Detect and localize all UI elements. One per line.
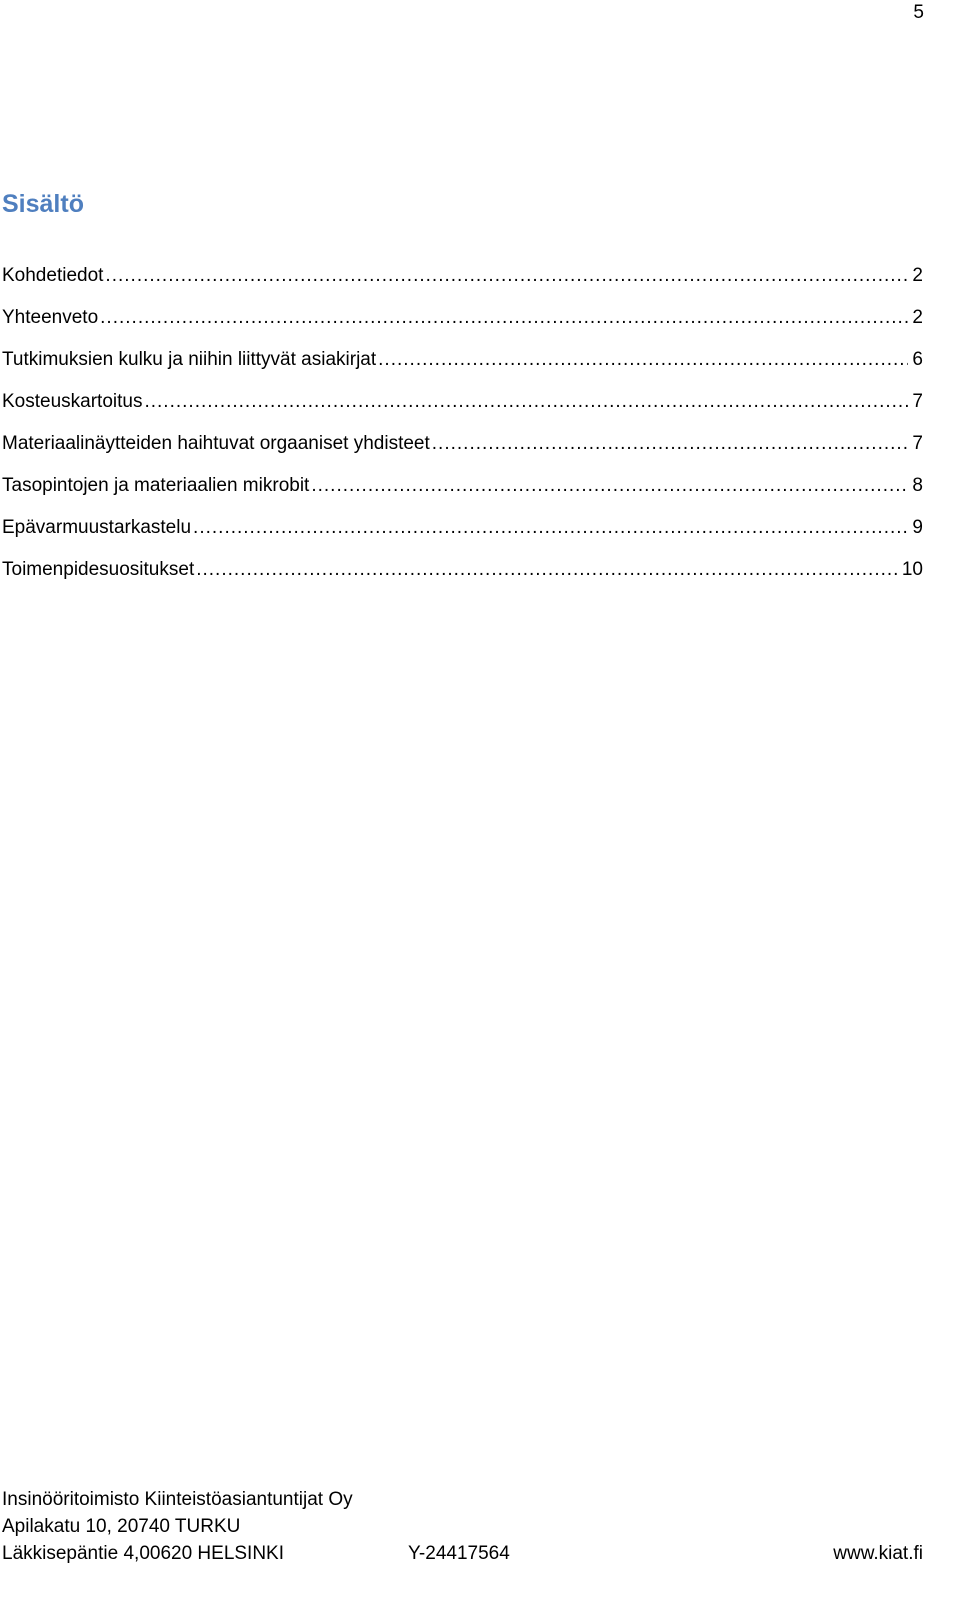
toc-entry-kohdetiedot[interactable]	[2, 263, 923, 305]
toc-entry-page: 10	[901, 559, 923, 580]
toc-entry-page: 6	[912, 349, 923, 370]
footer-company-name: Insinööritoimisto Kiinteistöasiantuntijat Oy	[2, 1489, 353, 1510]
toc-dot-leader	[196, 557, 898, 583]
toc-entry-page: 8	[912, 475, 923, 496]
toc-entry-title: Kohdetiedot	[2, 265, 104, 286]
toc-dot-leader	[100, 305, 908, 331]
toc-entry-title: Materiaalinäytteiden haihtuvat orgaaniset yhdisteet	[2, 433, 430, 454]
footer-address-helsinki: Läkkisepäntie 4,00620 HELSINKI	[2, 1543, 285, 1564]
toc-entry-yhteenveto[interactable]	[2, 305, 923, 347]
toc-entry-tutkimuksien-kulku[interactable]	[2, 347, 923, 389]
toc-entry-title: Tasopintojen ja materiaalien mikrobit	[2, 475, 310, 496]
toc-entry-title: Kosteuskartoitus	[2, 391, 143, 412]
toc-entry-page: 2	[912, 265, 923, 286]
toc-entry-title: Epävarmuustarkastelu	[2, 517, 192, 538]
footer-business-id: Y-24417564	[408, 1543, 510, 1564]
toc-entry-page: 7	[912, 433, 923, 454]
toc-entry-title: Toimenpidesuositukset	[2, 559, 195, 580]
toc-dot-leader	[144, 389, 908, 415]
toc-heading: Sisältö	[2, 190, 84, 218]
toc-entry-page: 9	[912, 517, 923, 538]
toc-entry-mikrobit[interactable]	[2, 473, 923, 515]
footer-address-turku: Apilakatu 10, 20740 TURKU	[2, 1516, 241, 1537]
toc-dot-leader	[432, 431, 909, 457]
page-number: 5	[913, 2, 924, 23]
toc-entry-kosteuskartoitus[interactable]	[2, 389, 923, 431]
toc-entry-title: Yhteenveto	[2, 307, 99, 328]
toc-entry-epavarmuustarkastelu[interactable]	[2, 515, 923, 557]
toc-entry-page: 7	[912, 391, 923, 412]
table-of-contents	[2, 263, 923, 599]
toc-dot-leader	[193, 515, 908, 541]
toc-dot-leader	[378, 347, 908, 373]
page-footer	[2, 1486, 923, 1567]
toc-entry-title: Tutkimuksien kulku ja niihin liittyvät asiakirjat	[2, 349, 377, 370]
toc-entry-materiaalinaytteet[interactable]	[2, 431, 923, 473]
toc-entry-page: 2	[912, 307, 923, 328]
toc-dot-leader	[105, 263, 908, 289]
toc-dot-leader	[311, 473, 908, 499]
footer-contact-row	[2, 1540, 923, 1567]
toc-entry-toimenpidesuositukset[interactable]	[2, 557, 923, 599]
footer-website-link[interactable]: www.kiat.fi	[833, 1543, 923, 1564]
